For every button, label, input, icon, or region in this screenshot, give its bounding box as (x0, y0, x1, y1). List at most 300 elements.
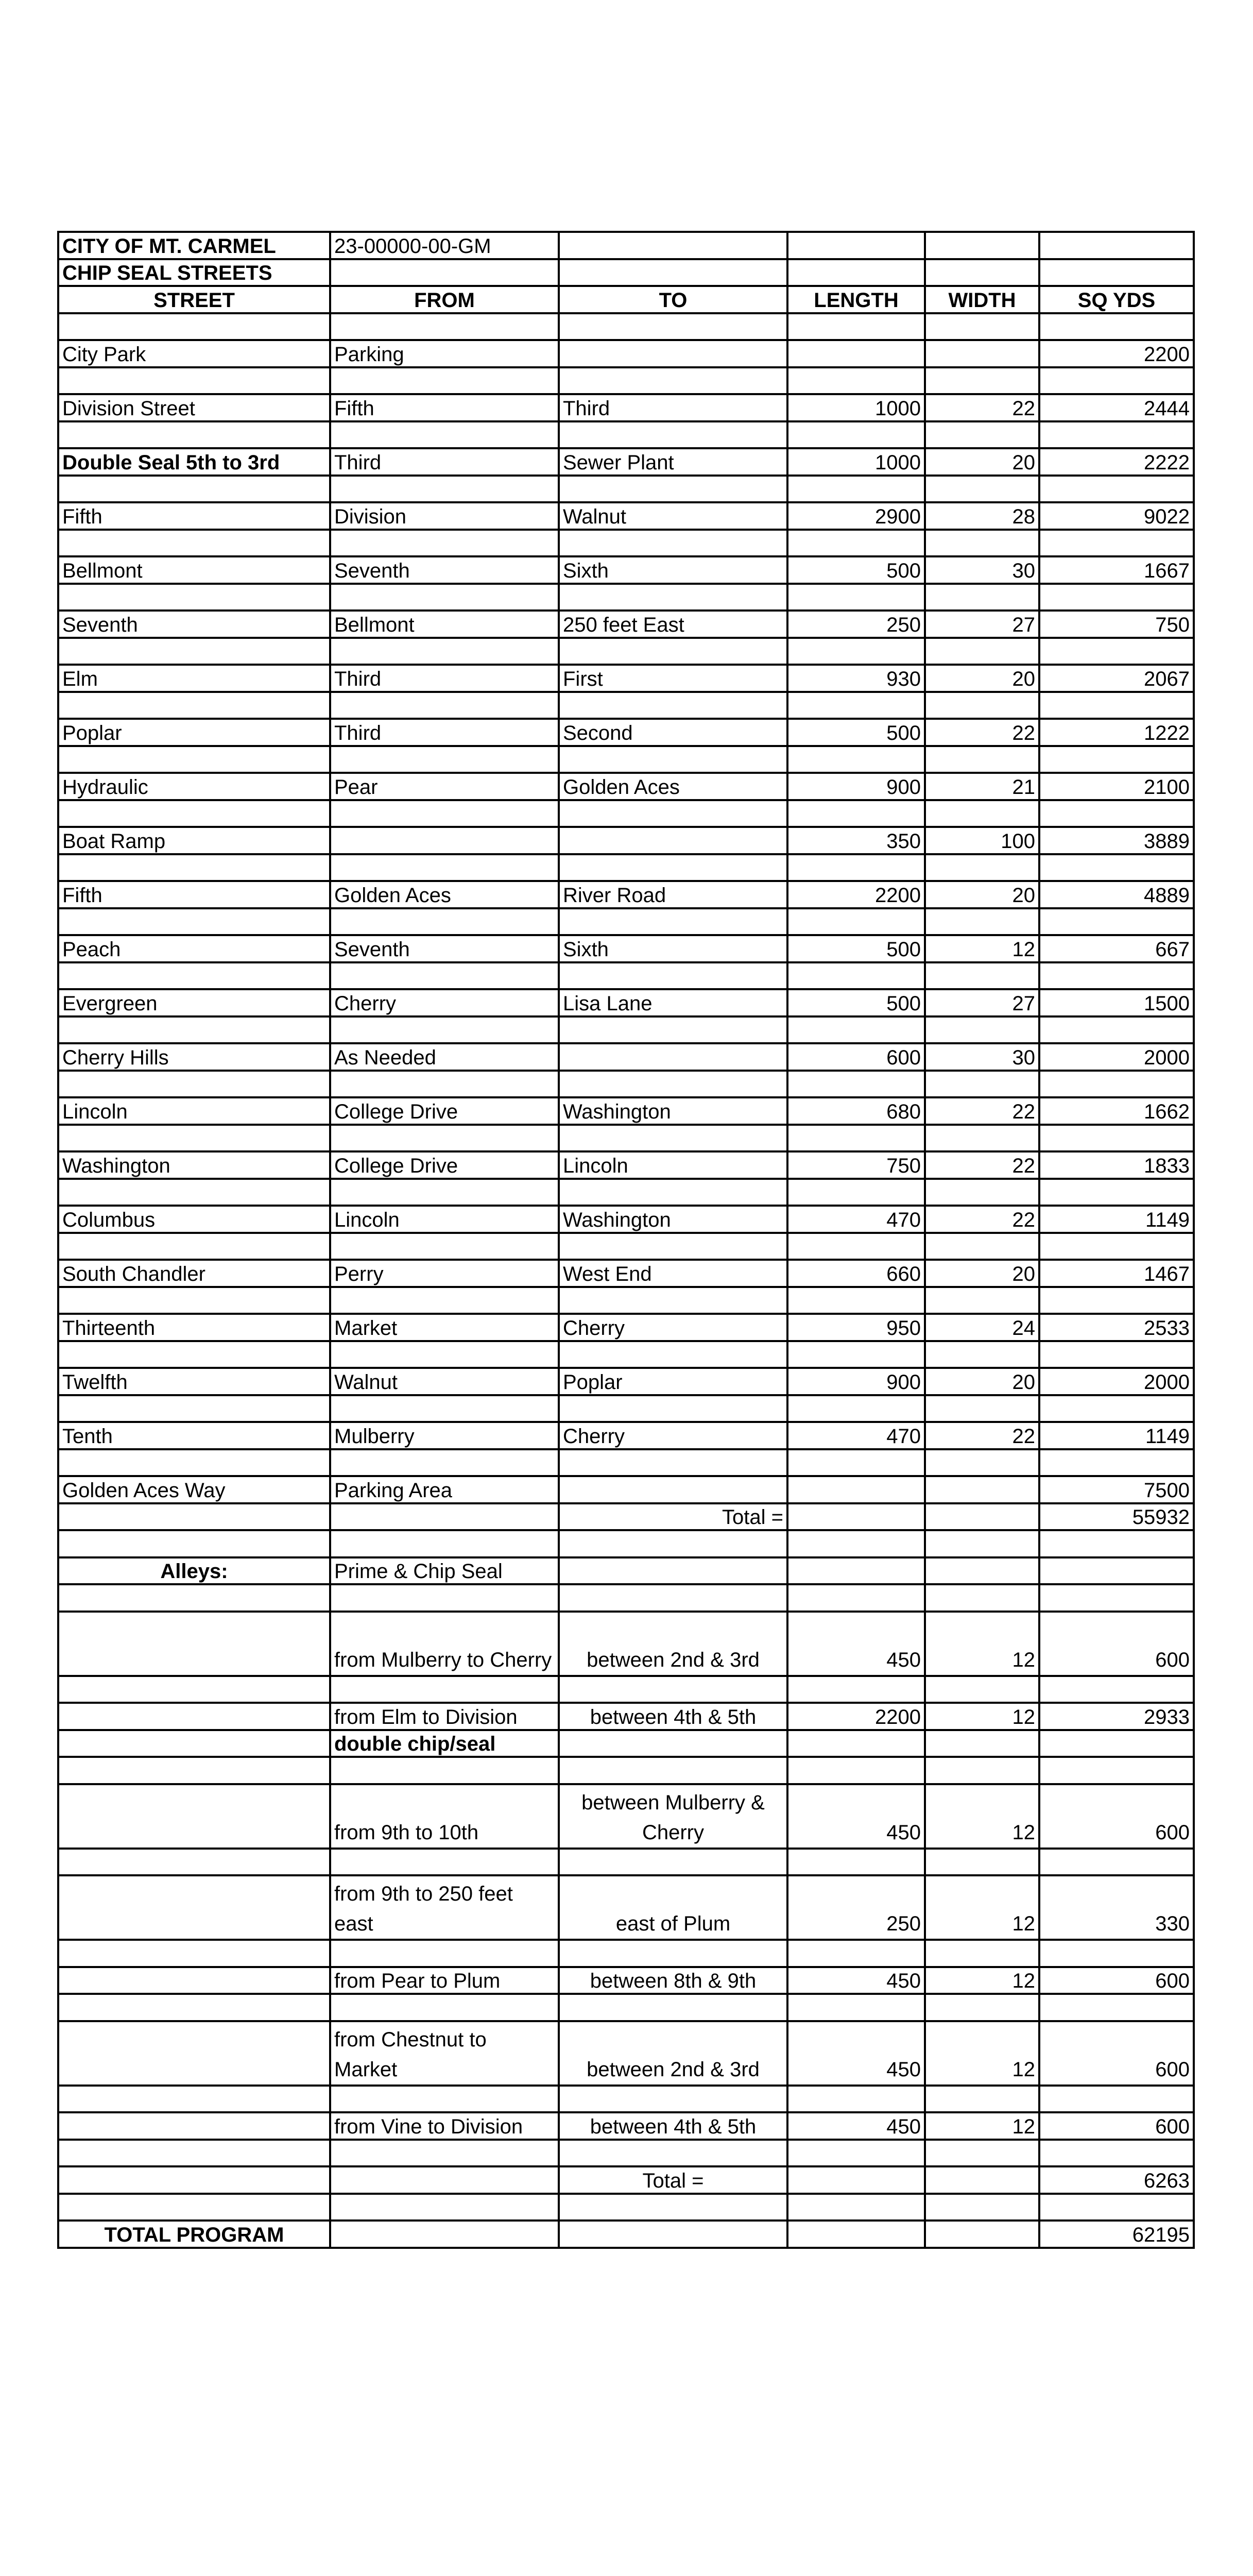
alley-sqyds: 2933 (1039, 1703, 1194, 1730)
street-name: City Park (58, 340, 330, 367)
sqyds-cell: 2100 (1039, 773, 1194, 800)
street-name: Twelfth (58, 1368, 330, 1395)
length-cell: 750 (787, 1151, 925, 1179)
alley-sqyds: 600 (1039, 1612, 1194, 1676)
alley-from: from 9th to 250 feet east (330, 1875, 559, 1940)
blank-cell (330, 2086, 559, 2113)
blank-cell (1039, 313, 1194, 341)
blank-cell (925, 908, 1039, 936)
street-row (58, 1368, 1194, 1395)
blank-cell (330, 584, 559, 611)
blank-row (58, 1179, 1194, 1206)
blank-cell (787, 638, 925, 665)
blank-cell (787, 1287, 925, 1314)
width-cell: 20 (925, 1368, 1039, 1395)
blank-cell (925, 2166, 1039, 2194)
blank-cell (787, 2166, 925, 2194)
blank-cell (58, 1233, 330, 1260)
blank-cell (58, 476, 330, 503)
blank-cell (787, 1503, 925, 1531)
blank-cell (787, 367, 925, 395)
from-cell: Lincoln (330, 1206, 559, 1233)
blank-cell (58, 530, 330, 557)
alley-sqyds: 600 (1039, 2112, 1194, 2140)
to-cell: Lisa Lane (559, 989, 787, 1016)
width-cell: 21 (925, 773, 1039, 800)
length-cell: 660 (787, 1260, 925, 1287)
alley-length: 250 (787, 1875, 925, 1940)
blank-cell (330, 2221, 559, 2248)
blank-cell (787, 1179, 925, 1206)
blank-cell (925, 962, 1039, 990)
blank-cell (330, 367, 559, 395)
blank-cell (58, 1703, 330, 1730)
width-cell: 20 (925, 448, 1039, 476)
width-cell: 22 (925, 394, 1039, 421)
blank-cell (925, 1125, 1039, 1152)
alley-length: 450 (787, 1612, 925, 1676)
blank-cell (330, 1125, 559, 1152)
blank-cell (58, 2112, 330, 2140)
blank-cell (330, 1584, 559, 1612)
blank-cell (559, 854, 787, 882)
streets-total-row (58, 1503, 1194, 1531)
sqyds-cell: 1222 (1039, 719, 1194, 746)
street-row (58, 1476, 1194, 1503)
from-cell: Market (330, 1314, 559, 1341)
blank-cell (1039, 1179, 1194, 1206)
blank-cell (58, 1071, 330, 1098)
blank-cell (787, 1584, 925, 1612)
length-cell: 2900 (787, 502, 925, 530)
alley-from: from Chestnut to Market (330, 2021, 559, 2086)
blank-cell (787, 2086, 925, 2113)
width-cell: 22 (925, 719, 1039, 746)
blank-cell (925, 1287, 1039, 1314)
blank-row (58, 908, 1194, 936)
blank-cell (58, 800, 330, 827)
col-street-header: STREET (58, 286, 330, 313)
street-row (58, 773, 1194, 800)
streets-total-value: 55932 (1039, 1503, 1194, 1531)
width-cell: 12 (925, 935, 1039, 962)
blank-cell (559, 2086, 787, 2113)
blank-cell (58, 1584, 330, 1612)
blank-cell (330, 2140, 559, 2167)
blank-cell (787, 313, 925, 341)
sqyds-cell: 2222 (1039, 448, 1194, 476)
blank-cell (1039, 1994, 1194, 2021)
alley-sqyds: 600 (1039, 2021, 1194, 2086)
street-row (58, 556, 1194, 584)
streets-total-label: Total = (559, 1503, 787, 1531)
to-cell: 250 feet East (559, 611, 787, 638)
blank-cell (559, 476, 787, 503)
blank-cell (559, 1395, 787, 1422)
blank-row (58, 1016, 1194, 1044)
alleys-header-row (58, 1557, 1194, 1585)
to-cell: Golden Aces (559, 773, 787, 800)
blank-cell (559, 2221, 787, 2248)
alley-sqyds: 330 (1039, 1875, 1194, 1940)
length-cell: 500 (787, 989, 925, 1016)
alley-length: 2200 (787, 1703, 925, 1730)
blank-row (58, 692, 1194, 719)
sqyds-cell: 4889 (1039, 881, 1194, 908)
sqyds-cell: 1667 (1039, 556, 1194, 584)
blank-cell (1039, 1730, 1194, 1757)
blank-cell (559, 1125, 787, 1152)
project-code: 23-00000-00-GM (330, 232, 559, 259)
alley-to: between Mulberry & Cherry (559, 1784, 787, 1849)
blank-cell (1039, 367, 1194, 395)
to-cell: Cherry (559, 1422, 787, 1449)
blank-cell (1039, 1016, 1194, 1044)
street-name: Fifth (58, 881, 330, 908)
length-cell: 950 (787, 1314, 925, 1341)
from-cell: College Drive (330, 1151, 559, 1179)
to-cell: River Road (559, 881, 787, 908)
blank-cell (559, 962, 787, 990)
blank-cell (925, 638, 1039, 665)
alley-width: 12 (925, 1612, 1039, 1676)
blank-cell (925, 421, 1039, 449)
blank-cell (925, 2221, 1039, 2248)
blank-cell (58, 1784, 330, 1849)
sqyds-cell: 1149 (1039, 1206, 1194, 1233)
blank-cell (787, 1395, 925, 1422)
blank-cell (1039, 1125, 1194, 1152)
blank-cell (58, 692, 330, 719)
alley-length: 450 (787, 1967, 925, 1994)
street-row (58, 1097, 1194, 1125)
alley-row (58, 2112, 1194, 2140)
blank-cell (330, 908, 559, 936)
header-row-title (58, 259, 1194, 286)
sqyds-cell: 7500 (1039, 1476, 1194, 1503)
length-cell: 1000 (787, 448, 925, 476)
blank-cell (559, 2140, 787, 2167)
sqyds-cell: 2200 (1039, 340, 1194, 367)
blank-cell (58, 746, 330, 773)
blank-row (58, 1530, 1194, 1557)
blank-cell (925, 746, 1039, 773)
blank-row (58, 1584, 1194, 1612)
street-name: South Chandler (58, 1260, 330, 1287)
blank-cell (1039, 1530, 1194, 1557)
blank-cell (58, 2194, 330, 2221)
sqyds-cell: 2533 (1039, 1314, 1194, 1341)
blank-row (58, 1757, 1194, 1784)
length-cell: 600 (787, 1043, 925, 1071)
street-name: Seventh (58, 611, 330, 638)
street-row (58, 1314, 1194, 1341)
street-name: Hydraulic (58, 773, 330, 800)
blank-cell (330, 692, 559, 719)
blank-cell (58, 1287, 330, 1314)
blank-row (58, 800, 1194, 827)
blank-cell (1039, 530, 1194, 557)
blank-cell (330, 800, 559, 827)
from-cell: Bellmont (330, 611, 559, 638)
width-cell: 22 (925, 1206, 1039, 1233)
alley-row (58, 1703, 1194, 1730)
sqyds-cell: 750 (1039, 611, 1194, 638)
blank-cell (559, 313, 787, 341)
blank-row (58, 854, 1194, 882)
alley-from: from 9th to 10th (330, 1784, 559, 1849)
length-cell: 500 (787, 556, 925, 584)
blank-cell (58, 1875, 330, 1940)
from-cell: Mulberry (330, 1422, 559, 1449)
blank-row (58, 584, 1194, 611)
length-cell: 470 (787, 1422, 925, 1449)
blank-cell (787, 1994, 925, 2021)
alley-width: 12 (925, 2112, 1039, 2140)
to-cell: Walnut (559, 502, 787, 530)
blank-cell (559, 367, 787, 395)
blank-cell (330, 746, 559, 773)
blank-cell (787, 1530, 925, 1557)
length-cell: 900 (787, 1368, 925, 1395)
street-row (58, 989, 1194, 1016)
blank-cell (1039, 2140, 1194, 2167)
blank-cell (925, 1940, 1039, 1967)
blank-cell (925, 313, 1039, 341)
sqyds-cell: 1467 (1039, 1260, 1194, 1287)
col-length-header: LENGTH (787, 286, 925, 313)
blank-cell (1039, 746, 1194, 773)
blank-cell (330, 1179, 559, 1206)
blank-cell (330, 1449, 559, 1477)
sqyds-cell: 1500 (1039, 989, 1194, 1016)
blank-cell (925, 854, 1039, 882)
blank-cell (58, 908, 330, 936)
blank-cell (925, 530, 1039, 557)
blank-cell (559, 1676, 787, 1703)
to-cell (559, 827, 787, 854)
blank-cell (925, 1530, 1039, 1557)
blank-cell (58, 1016, 330, 1044)
blank-cell (787, 800, 925, 827)
blank-cell (1039, 1071, 1194, 1098)
blank-cell (58, 2086, 330, 2113)
blank-cell (787, 1849, 925, 1876)
from-cell: Parking Area (330, 1476, 559, 1503)
blank-cell (925, 1016, 1039, 1044)
blank-cell (330, 1233, 559, 1260)
street-row (58, 1422, 1194, 1449)
blank-cell (559, 1179, 787, 1206)
blank-cell (1039, 1676, 1194, 1703)
blank-cell (58, 854, 330, 882)
street-name: Poplar (58, 719, 330, 746)
street-name: Thirteenth (58, 1314, 330, 1341)
program-total-label: TOTAL PROGRAM (58, 2221, 330, 2248)
blank-cell (559, 692, 787, 719)
from-cell: Division (330, 502, 559, 530)
width-cell: 20 (925, 881, 1039, 908)
blank-cell (1039, 2194, 1194, 2221)
blank-row (58, 1940, 1194, 1967)
width-cell: 27 (925, 611, 1039, 638)
to-cell (559, 1043, 787, 1071)
width-cell (925, 1476, 1039, 1503)
blank-cell (1039, 854, 1194, 882)
blank-cell (330, 1757, 559, 1784)
street-row (58, 827, 1194, 854)
from-cell: Parking (330, 340, 559, 367)
street-name: Columbus (58, 1206, 330, 1233)
blank-cell (58, 367, 330, 395)
blank-cell (330, 1940, 559, 1967)
from-cell: Third (330, 665, 559, 692)
street-name: Boat Ramp (58, 827, 330, 854)
blank-cell (925, 800, 1039, 827)
blank-cell (787, 1449, 925, 1477)
blank-cell (787, 1233, 925, 1260)
blank-row (58, 746, 1194, 773)
blank-cell (58, 1676, 330, 1703)
length-cell: 930 (787, 665, 925, 692)
blank-cell (925, 1849, 1039, 1876)
to-cell: Sewer Plant (559, 448, 787, 476)
blank-cell (1039, 584, 1194, 611)
to-cell: Second (559, 719, 787, 746)
street-row (58, 502, 1194, 530)
alley-to: between 2nd & 3rd (559, 2021, 787, 2086)
from-cell: As Needed (330, 1043, 559, 1071)
width-cell: 28 (925, 502, 1039, 530)
blank-cell (925, 584, 1039, 611)
blank-cell (787, 1071, 925, 1098)
street-name: Fifth (58, 502, 330, 530)
blank-cell (787, 421, 925, 449)
blank-row (58, 367, 1194, 395)
street-row (58, 611, 1194, 638)
from-cell: Walnut (330, 1368, 559, 1395)
alley-row (58, 1784, 1194, 1849)
blank-cell (559, 1584, 787, 1612)
blank-cell (925, 1730, 1039, 1757)
alley-length: 450 (787, 2112, 925, 2140)
blank-cell (559, 584, 787, 611)
blank-cell (559, 1757, 787, 1784)
alley-to: between 4th & 5th (559, 1703, 787, 1730)
to-cell (559, 340, 787, 367)
blank-cell (58, 1341, 330, 1368)
alley-sqyds: 600 (1039, 1967, 1194, 1994)
alley-from: from Elm to Division (330, 1703, 559, 1730)
blank-cell (559, 746, 787, 773)
length-cell: 350 (787, 827, 925, 854)
street-row (58, 719, 1194, 746)
blank-cell (559, 1233, 787, 1260)
column-header-row (58, 286, 1194, 313)
blank-row (58, 2086, 1194, 2113)
blank-row (58, 1849, 1194, 1876)
to-cell: West End (559, 1260, 787, 1287)
from-cell: Fifth (330, 394, 559, 421)
blank-cell (1039, 1557, 1194, 1585)
from-cell: Golden Aces (330, 881, 559, 908)
blank-cell (1039, 1849, 1194, 1876)
blank-cell (925, 1233, 1039, 1260)
blank-cell (58, 1449, 330, 1477)
alley-length: 450 (787, 2021, 925, 2086)
to-cell: First (559, 665, 787, 692)
blank-row (58, 1287, 1194, 1314)
blank-cell (559, 1287, 787, 1314)
blank-cell (787, 1940, 925, 1967)
blank-cell (58, 1395, 330, 1422)
blank-cell (925, 1557, 1039, 1585)
sqyds-cell: 2000 (1039, 1043, 1194, 1071)
blank-cell (58, 1730, 330, 1757)
blank-cell (58, 2021, 330, 2086)
street-name: Golden Aces Way (58, 1476, 330, 1503)
blank-cell (925, 1449, 1039, 1477)
blank-cell (559, 530, 787, 557)
blank-cell (1039, 1584, 1194, 1612)
chip-seal-table (57, 231, 1195, 2249)
sqyds-cell: 1662 (1039, 1097, 1194, 1125)
length-cell: 2200 (787, 881, 925, 908)
length-cell (787, 340, 925, 367)
alley-to: between 8th & 9th (559, 1967, 787, 1994)
blank-cell (925, 1341, 1039, 1368)
blank-cell (58, 313, 330, 341)
sqyds-cell: 1833 (1039, 1151, 1194, 1179)
table-body (58, 232, 1194, 2248)
col-to-header: TO (559, 286, 787, 313)
width-cell: 27 (925, 989, 1039, 1016)
to-cell (559, 1476, 787, 1503)
alley-row (58, 1875, 1194, 1940)
width-cell: 24 (925, 1314, 1039, 1341)
blank-cell (787, 692, 925, 719)
blank-cell (787, 1676, 925, 1703)
length-cell: 1000 (787, 394, 925, 421)
blank-cell (58, 1967, 330, 1994)
blank-row (58, 1676, 1194, 1703)
length-cell (787, 1476, 925, 1503)
width-cell: 22 (925, 1422, 1039, 1449)
blank-cell (787, 1125, 925, 1152)
blank-cell (1039, 1233, 1194, 1260)
sqyds-cell: 2000 (1039, 1368, 1194, 1395)
sqyds-cell: 9022 (1039, 502, 1194, 530)
blank-cell (58, 1612, 330, 1676)
blank-cell (559, 638, 787, 665)
blank-cell (58, 2140, 330, 2167)
width-cell: 30 (925, 1043, 1039, 1071)
blank-cell (787, 908, 925, 936)
blank-row (58, 638, 1194, 665)
blank-row (58, 1341, 1194, 1368)
street-name: Lincoln (58, 1097, 330, 1125)
alley-to: between 4th & 5th (559, 2112, 787, 2140)
blank-cell (58, 2166, 330, 2194)
blank-cell (58, 1940, 330, 1967)
width-cell: 20 (925, 1260, 1039, 1287)
width-cell: 30 (925, 556, 1039, 584)
blank-row (58, 962, 1194, 990)
blank-cell (559, 1730, 787, 1757)
from-cell (330, 827, 559, 854)
width-cell: 20 (925, 665, 1039, 692)
from-cell: Perry (330, 1260, 559, 1287)
